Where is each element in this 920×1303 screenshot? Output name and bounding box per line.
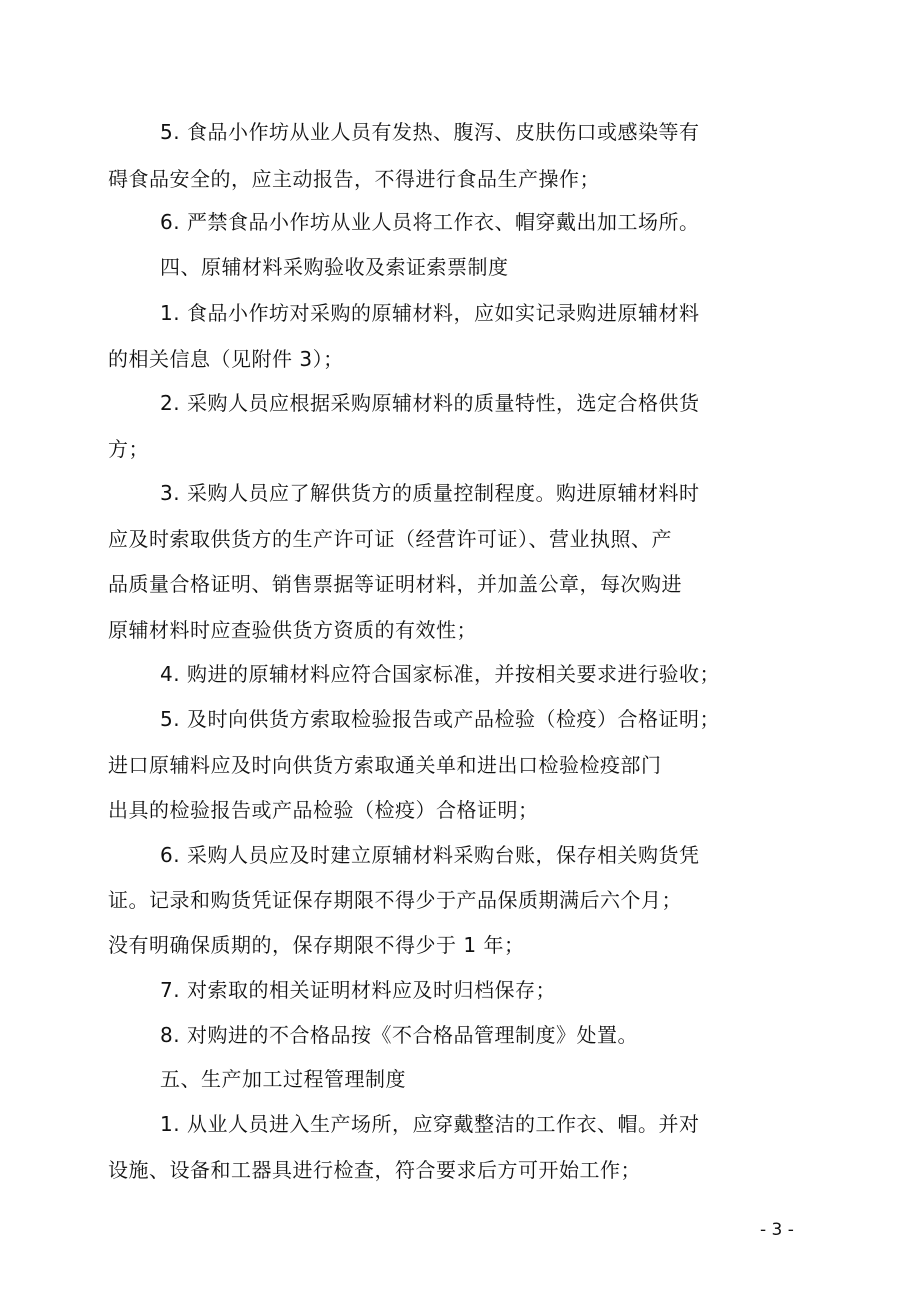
page-number: - 3 - <box>760 1220 794 1240</box>
text-line: 的相关信息（见附件 3）； <box>108 347 344 371</box>
text-line: 6. 严禁食品小作坊从业人员将工作衣、帽穿戴出加工场所。 <box>160 210 700 234</box>
text-line: 3. 采购人员应了解供货方的质量控制程度。购进原辅材料时 <box>160 481 700 505</box>
section-heading: 五、生产加工过程管理制度 <box>160 1067 406 1091</box>
text-line: 1. 食品小作坊对采购的原辅材料，应如实记录购进原辅材料 <box>160 301 700 325</box>
text-line: 4. 购进的原辅材料应符合国家标准，并按相关要求进行验收； <box>160 662 720 686</box>
text-line: 1. 从业人员进入生产场所，应穿戴整洁的工作衣、帽。并对 <box>160 1112 700 1136</box>
section-heading: 四、原辅材料采购验收及索证索票制度 <box>160 255 509 279</box>
text-line: 7. 对索取的相关证明材料应及时归档保存； <box>160 978 556 1002</box>
text-line: 2. 采购人员应根据采购原辅材料的质量特性，选定合格供货 <box>160 391 700 415</box>
text-line: 品质量合格证明、销售票据等证明材料，并加盖公章，每次购进 <box>108 572 682 596</box>
text-line: 碍食品安全的，应主动报告，不得进行食品生产操作； <box>108 167 600 191</box>
text-line: 出具的检验报告或产品检验（检疫）合格证明； <box>108 798 539 822</box>
text-line: 没有明确保质期的，保存期限不得少于 1 年； <box>108 933 525 957</box>
text-line: 应及时索取供货方的生产许可证（经营许可证）、营业执照、产 <box>108 527 672 551</box>
text-line: 方； <box>108 437 149 461</box>
text-line: 进口原辅料应及时向供货方索取通关单和进出口检验检疫部门 <box>108 753 662 777</box>
text-line: 原辅材料时应查验供货方资质的有效性； <box>108 618 477 642</box>
text-line: 8. 对购进的不合格品按《不合格品管理制度》处置。 <box>160 1023 638 1047</box>
text-line: 5. 及时向供货方索取检验报告或产品检验（检疫）合格证明； <box>160 707 720 731</box>
text-line: 6. 采购人员应及时建立原辅材料采购台账，保存相关购货凭 <box>160 843 700 867</box>
text-line: 证。记录和购货凭证保存期限不得少于产品保质期满后六个月； <box>108 888 682 912</box>
text-line: 设施、设备和工器具进行检查，符合要求后方可开始工作； <box>108 1158 641 1182</box>
text-line: 5. 食品小作坊从业人员有发热、腹泻、皮肤伤口或感染等有 <box>160 120 700 144</box>
